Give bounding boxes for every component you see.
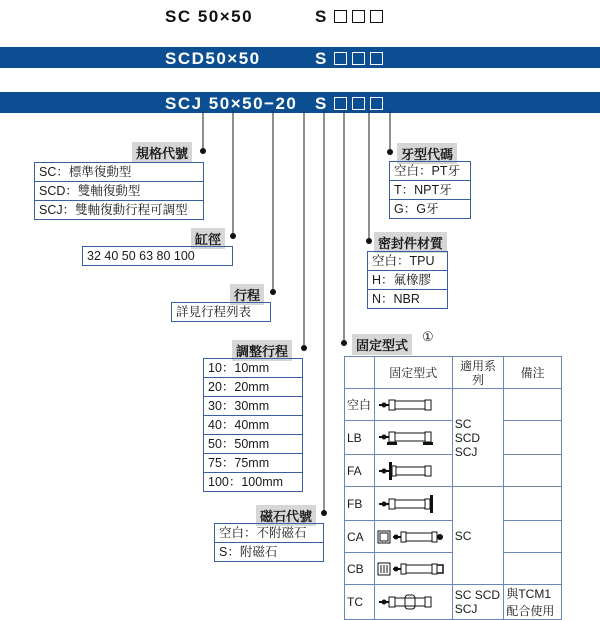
placeholder-box-icon bbox=[370, 97, 383, 110]
stroke-value: 詳見行程列表 bbox=[176, 305, 252, 319]
list-item: 20：20mm bbox=[204, 378, 302, 397]
mount-code: CB bbox=[345, 553, 375, 585]
list-item: T：NPT牙 bbox=[390, 181, 470, 200]
series-tc-2: SCJ bbox=[454, 602, 478, 616]
list-item: SC：標準復動型 bbox=[35, 163, 203, 182]
series-cell-1 bbox=[452, 389, 504, 487]
mount-code: LB bbox=[345, 421, 375, 455]
table-row bbox=[345, 487, 562, 521]
list-item: 75：75mm bbox=[204, 454, 302, 473]
model-code-sc-s: S bbox=[315, 7, 328, 26]
double-clevis-cylinder-icon bbox=[374, 553, 452, 585]
connector-dot bbox=[321, 510, 327, 516]
remark-cell bbox=[504, 487, 562, 521]
table-row bbox=[345, 389, 562, 421]
list-item: N：NBR bbox=[372, 292, 420, 306]
stroke-list bbox=[171, 302, 271, 322]
trunnion-cylinder-icon bbox=[374, 585, 452, 620]
model-code-scj bbox=[165, 94, 383, 114]
magnet-list bbox=[214, 523, 324, 562]
model-code-scd-s: S bbox=[315, 49, 328, 68]
placeholder-box-icon bbox=[334, 97, 347, 110]
list-item: 40：40mm bbox=[204, 416, 302, 435]
remark-tc-1: 與TCM1 bbox=[506, 587, 552, 601]
series-cell-2: SC bbox=[452, 487, 504, 585]
placeholder-box-icon bbox=[352, 97, 365, 110]
foot-mount-cylinder-icon bbox=[374, 421, 452, 455]
list-item: 空白：不附磁石 bbox=[215, 524, 323, 543]
list-item: 30：30mm bbox=[204, 397, 302, 416]
remark-cell bbox=[504, 553, 562, 585]
mount-code: FB bbox=[345, 487, 375, 521]
placeholder-box-icon bbox=[370, 10, 383, 23]
placeholder-box-icon bbox=[352, 10, 365, 23]
basic-cylinder-icon bbox=[374, 389, 452, 421]
spec-code-label: 規格代號 bbox=[132, 142, 192, 163]
mount-code: TC bbox=[345, 585, 375, 620]
list-item: 50：50mm bbox=[204, 435, 302, 454]
bore-label: 缸徑 bbox=[191, 228, 225, 249]
model-code-sc bbox=[165, 7, 383, 27]
connector-dot bbox=[366, 238, 372, 244]
connector-dot bbox=[341, 340, 347, 346]
mount-code: FA bbox=[345, 455, 375, 487]
bore-values: 32 40 50 63 80 100 bbox=[87, 249, 195, 263]
front-flange-cylinder-icon bbox=[374, 455, 452, 487]
table-header-empty bbox=[345, 357, 375, 389]
list-item: H：氟橡膠 bbox=[368, 271, 447, 290]
table-header-row bbox=[345, 357, 562, 389]
remark-cell bbox=[504, 421, 562, 455]
remark-cell bbox=[504, 455, 562, 487]
model-code-scd-text: SCD50×50 bbox=[165, 49, 261, 68]
list-item: SCD：雙軸復動型 bbox=[35, 182, 203, 201]
spec-code-list bbox=[34, 162, 204, 220]
list-item: 10：10mm bbox=[204, 359, 302, 378]
connector-dot bbox=[301, 345, 307, 351]
connector-dot bbox=[387, 149, 393, 155]
mount-code: CA bbox=[345, 521, 375, 553]
remark-tc-2: 配合使用 bbox=[506, 604, 555, 618]
connector-dot bbox=[230, 233, 236, 239]
series-scd: SCD bbox=[454, 430, 481, 445]
rear-flange-cylinder-icon bbox=[374, 487, 452, 521]
mount-note: ① bbox=[422, 329, 434, 344]
adj-stroke-list bbox=[203, 358, 303, 492]
table-header-remark: 備注 bbox=[504, 357, 562, 389]
remark-cell-tc bbox=[504, 585, 562, 620]
bore-list bbox=[82, 246, 233, 266]
placeholder-box-icon bbox=[334, 10, 347, 23]
placeholder-box-icon bbox=[370, 52, 383, 65]
series-cell-tc bbox=[452, 585, 504, 620]
model-code-scd bbox=[165, 49, 383, 69]
list-item: 100：100mm bbox=[208, 475, 284, 489]
thread-label: 牙型代碼 bbox=[397, 143, 457, 164]
list-item: S：附磁石 bbox=[219, 545, 278, 559]
model-code-sc-text: SC 50×50 bbox=[165, 7, 254, 26]
model-code-scj-text: SCJ 50×50−20 bbox=[165, 94, 298, 113]
placeholder-box-icon bbox=[352, 52, 365, 65]
table-header-series: 適用系列 bbox=[452, 357, 504, 389]
series-sc: SC bbox=[454, 416, 472, 431]
connector-dot bbox=[270, 289, 276, 295]
list-item: G：G牙 bbox=[394, 202, 439, 216]
model-code-scj-s: S bbox=[315, 94, 328, 113]
seal-label: 密封件材質 bbox=[374, 232, 447, 253]
mount-code: 空白 bbox=[345, 389, 375, 421]
adj-stroke-label: 調整行程 bbox=[232, 340, 292, 361]
list-item: 空白：TPU bbox=[368, 252, 447, 271]
mount-label: 固定型式 bbox=[352, 334, 412, 355]
remark-cell bbox=[504, 389, 562, 421]
series-tc-1: SC SCD bbox=[454, 588, 501, 602]
table-row bbox=[345, 585, 562, 620]
stroke-label: 行程 bbox=[230, 284, 264, 305]
magnet-label: 磁石代號 bbox=[256, 505, 316, 526]
remark-cell bbox=[504, 521, 562, 553]
table-header-mount: 固定型式 bbox=[374, 357, 452, 389]
placeholder-box-icon bbox=[334, 52, 347, 65]
seal-list bbox=[367, 251, 448, 309]
connector-dot bbox=[200, 148, 206, 154]
mount-table bbox=[344, 356, 562, 620]
series-scj: SCJ bbox=[454, 444, 478, 459]
list-item: 空白：PT牙 bbox=[390, 162, 470, 181]
thread-list bbox=[389, 161, 471, 219]
single-clevis-cylinder-icon bbox=[374, 521, 452, 553]
list-item: SCJ：雙軸復動行程可調型 bbox=[39, 203, 188, 217]
